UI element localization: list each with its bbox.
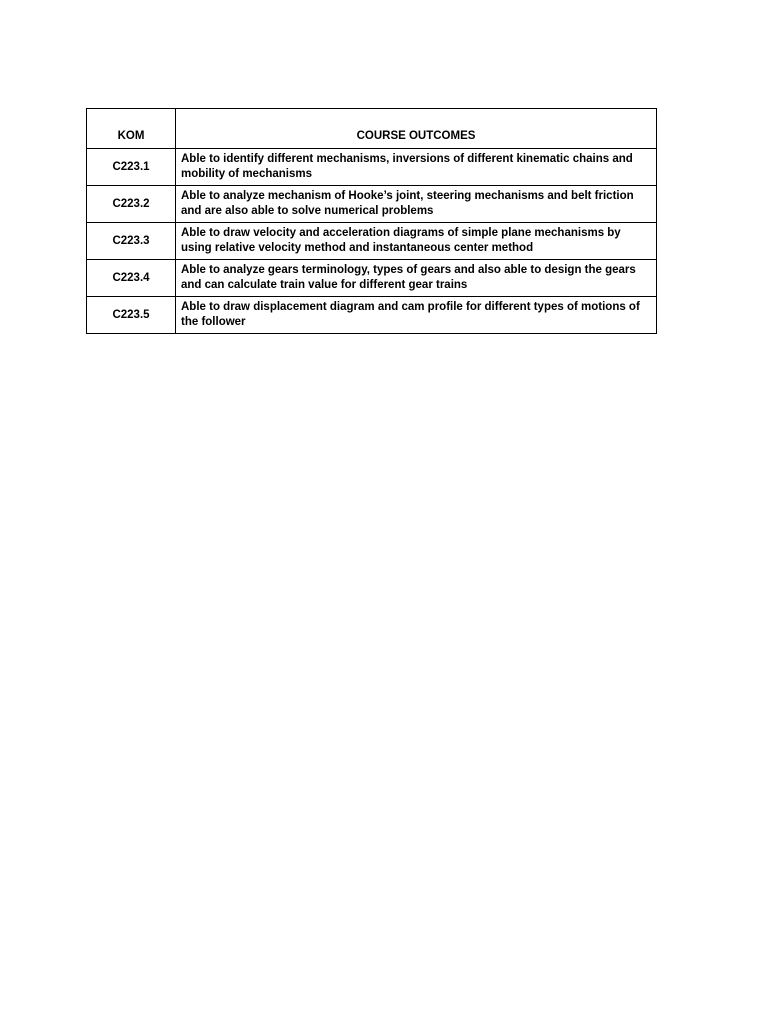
table-header-row — [87, 109, 657, 149]
course-outcome-text: Able to analyze mechanism of Hooke’s joint, steering mechanisms and belt friction and are also able to solve numerical problems — [176, 186, 657, 223]
kom-code: C223.5 — [87, 297, 176, 334]
table-row — [87, 297, 657, 334]
kom-code: C223.2 — [87, 186, 176, 223]
table-row — [87, 223, 657, 260]
kom-code: C223.1 — [87, 149, 176, 186]
table-row — [87, 149, 657, 186]
course-outcomes-table — [86, 108, 657, 334]
course-outcome-text: Able to draw displacement diagram and cam profile for different types of motions of the follower — [176, 297, 657, 334]
course-outcome-text: Able to draw velocity and acceleration diagrams of simple plane mechanisms by using relative velocity method and instantaneous center method — [176, 223, 657, 260]
kom-code: C223.3 — [87, 223, 176, 260]
kom-code: C223.4 — [87, 260, 176, 297]
course-outcome-text: Able to identify different mechanisms, inversions of different kinematic chains and mobility of mechanisms — [176, 149, 657, 186]
course-outcome-text: Able to analyze gears terminology, types of gears and also able to design the gears and can calculate train value for different gear trains — [176, 260, 657, 297]
header-kom: KOM — [87, 109, 176, 149]
header-course-outcomes: COURSE OUTCOMES — [176, 109, 657, 149]
table-row — [87, 260, 657, 297]
table-row — [87, 186, 657, 223]
